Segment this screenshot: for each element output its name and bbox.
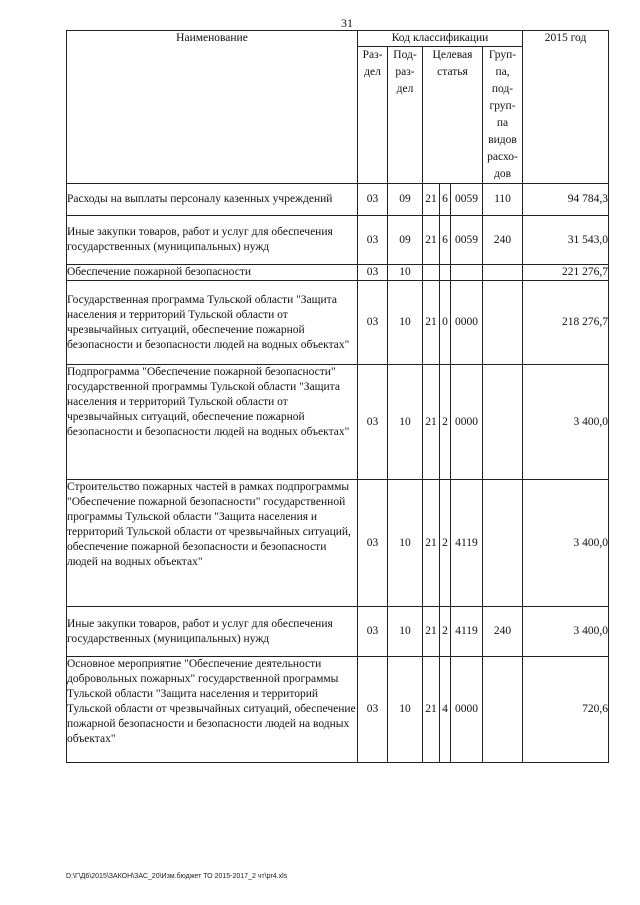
- table-row: [67, 480, 609, 607]
- table-row: [67, 657, 609, 763]
- header-section-line: Раз-: [362, 49, 383, 61]
- header-subsection: [388, 47, 423, 184]
- header-group-line: расхо-: [487, 151, 518, 163]
- row-group: [483, 480, 523, 607]
- row-group: [483, 281, 523, 365]
- row-name: Строительство пожарных частей в рамках подпрограммы "Обеспечение пожарной безопасности" государственной программы Тульской области "Защита населения и территорий Тульской области от чрезвычайных ситуаций, обеспечение пожарной безопасности и безопасности людей на водных объектах": [67, 480, 358, 607]
- row-ts2: 6: [440, 216, 451, 265]
- row-group: [483, 657, 523, 763]
- table-row: [67, 607, 609, 657]
- row-ts3: 4119: [451, 607, 483, 657]
- row-ts2: 0: [440, 281, 451, 365]
- row-ts3: 0059: [451, 216, 483, 265]
- row-podrazdel: 09: [388, 184, 423, 216]
- footer-file-path: D:\Г\Д6\2015\ЗАКОН\ЗАС_20\Изм.бюджет ТО 2015-2017_2 чт\pr4.xls: [66, 873, 288, 880]
- row-amount: 3 400,0: [523, 365, 609, 480]
- row-ts2: 6: [440, 184, 451, 216]
- row-razdel: 03: [358, 184, 388, 216]
- row-amount: 3 400,0: [523, 480, 609, 607]
- row-razdel: 03: [358, 281, 388, 365]
- header-subsection-line: раз-: [395, 66, 415, 78]
- row-ts3: 0000: [451, 365, 483, 480]
- header-year: 2015 год: [523, 31, 609, 184]
- header-row-1: [67, 31, 609, 47]
- header-group-line: груп-: [489, 100, 516, 112]
- row-ts2: 2: [440, 365, 451, 480]
- row-podrazdel: 09: [388, 216, 423, 265]
- row-amount: 3 400,0: [523, 607, 609, 657]
- row-ts1: 21: [423, 184, 440, 216]
- row-podrazdel: 10: [388, 265, 423, 281]
- row-ts2: [440, 265, 451, 281]
- row-amount: 218 276,7: [523, 281, 609, 365]
- row-group: 240: [483, 216, 523, 265]
- row-ts1: 21: [423, 365, 440, 480]
- header-subsection-line: дел: [396, 83, 414, 95]
- row-podrazdel: 10: [388, 657, 423, 763]
- header-group-line: па: [496, 117, 509, 129]
- header-target-line: статья: [437, 66, 468, 78]
- row-ts2: 2: [440, 480, 451, 607]
- page-number: 31: [341, 16, 353, 30]
- row-group: 240: [483, 607, 523, 657]
- row-ts3: 0059: [451, 184, 483, 216]
- row-amount: 221 276,7: [523, 265, 609, 281]
- row-group: [483, 265, 523, 281]
- row-name: Иные закупки товаров, работ и услуг для обеспечения государственных (муниципальных) нужд: [67, 216, 358, 265]
- row-ts3: 4119: [451, 480, 483, 607]
- row-razdel: 03: [358, 607, 388, 657]
- row-group: [483, 365, 523, 480]
- row-ts3: 0000: [451, 281, 483, 365]
- header-group-line: видов: [488, 134, 517, 146]
- table-row: [67, 216, 609, 265]
- row-name: Обеспечение пожарной безопасности: [67, 265, 358, 281]
- row-razdel: 03: [358, 365, 388, 480]
- table-row: [67, 365, 609, 480]
- row-podrazdel: 10: [388, 365, 423, 480]
- header-name: Наименование: [67, 31, 358, 184]
- budget-table: [66, 30, 609, 763]
- table-row: [67, 265, 609, 281]
- header-target-line: Целевая: [432, 49, 473, 61]
- row-razdel: 03: [358, 265, 388, 281]
- row-name: Подпрограмма "Обеспечение пожарной безопасности" государственной программы Тульской области "Защита населения и территорий Тульской области от чрезвычайных ситуаций, обеспечение пожарной безопасности и безопасности людей на водных объектах": [67, 365, 358, 480]
- row-group: 110: [483, 184, 523, 216]
- header-group-line: дов: [494, 168, 512, 180]
- row-ts1: [423, 265, 440, 281]
- table-row: [67, 281, 609, 365]
- header-target: [423, 47, 483, 184]
- row-name: Государственная программа Тульской области "Защита населения и территорий Тульской области от чрезвычайных ситуаций, обеспечение пожарной безопасности и безопасности людей на водных объектах": [67, 281, 358, 365]
- row-podrazdel: 10: [388, 281, 423, 365]
- row-razdel: 03: [358, 657, 388, 763]
- row-amount: 94 784,3: [523, 184, 609, 216]
- header-group-line: Груп-: [488, 49, 517, 61]
- row-name: Основное мероприятие "Обеспечение деятельности добровольных пожарных" государственной программы Тульской области "Защита населения и территорий Тульской области от чрезвычайных ситуаций, обеспечение пожарной безопасности и безопасности людей на водных объектах": [67, 657, 358, 763]
- row-ts2: 2: [440, 607, 451, 657]
- row-ts1: 21: [423, 607, 440, 657]
- row-razdel: 03: [358, 480, 388, 607]
- row-name: Расходы на выплаты персоналу казенных учреждений: [67, 184, 358, 216]
- table-row: [67, 184, 609, 216]
- row-ts2: 4: [440, 657, 451, 763]
- row-ts1: 21: [423, 480, 440, 607]
- row-ts3: [451, 265, 483, 281]
- row-amount: 31 543,0: [523, 216, 609, 265]
- row-amount: 720,6: [523, 657, 609, 763]
- header-section: [358, 47, 388, 184]
- row-ts3: 0000: [451, 657, 483, 763]
- row-ts1: 21: [423, 657, 440, 763]
- row-razdel: 03: [358, 216, 388, 265]
- header-group-line: па,: [495, 66, 510, 78]
- row-ts1: 21: [423, 216, 440, 265]
- row-name: Иные закупки товаров, работ и услуг для обеспечения государственных (муниципальных) нужд: [67, 607, 358, 657]
- header-subsection-line: Под-: [393, 49, 417, 61]
- header-group: [483, 47, 523, 184]
- header-section-line: дел: [364, 66, 381, 78]
- header-group-line: под-: [491, 83, 514, 95]
- header-classification: Код классификации: [358, 31, 523, 47]
- row-podrazdel: 10: [388, 607, 423, 657]
- row-ts1: 21: [423, 281, 440, 365]
- row-podrazdel: 10: [388, 480, 423, 607]
